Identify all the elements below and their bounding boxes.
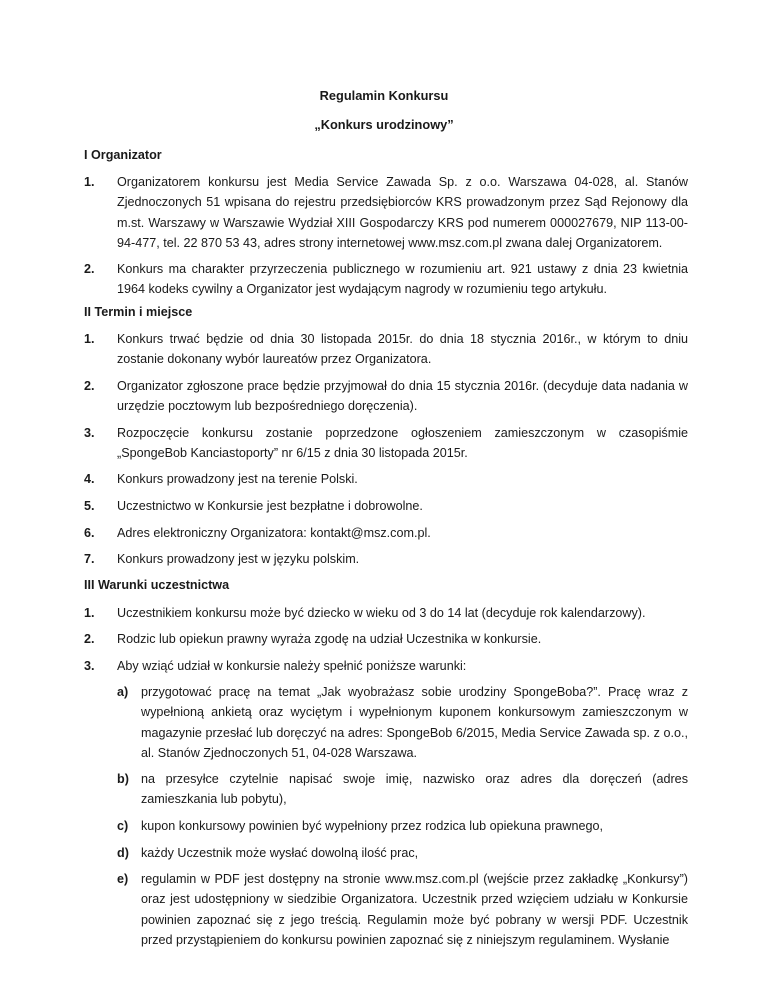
item-text: Konkurs prowadzony jest na terenie Polski. — [117, 472, 358, 486]
item-number: 1. — [84, 332, 95, 346]
item-number: 4. — [84, 472, 95, 486]
subitem-text: przygotować pracę na temat „Jak wyobrażasz sobie urodziny SpongeBoba?”. Pracę wraz z wypełnioną ankietą oraz wyciętym i wypełnionym kuponem konkursowym zamieszczonym w magazynie przesłać lub doręczyć na adres: SpongeBob 6/2015, Media Service Zawada sp. z o.o., al. Stanów Zjednoczonych 51, 04-028 Warszawa. — [141, 685, 688, 761]
item-number: 7. — [84, 552, 95, 566]
item-text: Konkurs prowadzony jest w języku polskim. — [117, 552, 360, 566]
list-item — [84, 603, 688, 623]
item-text: Adres elektroniczny Organizatora: kontakt@msz.com.pl. — [117, 526, 431, 540]
item-number: 2. — [84, 632, 95, 646]
item-number: 2. — [84, 262, 95, 276]
subitem-letter: c) — [117, 819, 129, 833]
subitem-letter: a) — [117, 685, 129, 699]
item-number: 6. — [84, 526, 95, 540]
item-number: 3. — [84, 659, 95, 673]
list-item — [84, 423, 688, 464]
subitem-letter: b) — [117, 772, 129, 786]
sub-list-item — [117, 769, 688, 810]
list-item — [84, 523, 688, 543]
item-text: Rodzic lub opiekun prawny wyraża zgodę na udział Uczestnika w konkursie. — [117, 632, 542, 646]
item-text: Organizatorem konkursu jest Media Service Zawada Sp. z o.o. Warszawa 04-028, al. Stanów Zjednoczonych 51 wpisana do rejestru przedsiębiorców KRS prowadzonym przez Sąd Rejonowy dla m.st. Warszawy w Warszawie Wydział XIII Gospodarczy KRS pod numerem 000027679, NIP 113-00-94-477, tel. 22 870 53 43, adres strony internetowej www.msz.com.pl zwana dalej Organizatorem. — [117, 175, 688, 251]
list-item — [84, 259, 688, 300]
item-number: 1. — [84, 175, 95, 189]
document-title: Regulamin Konkursu — [319, 88, 449, 103]
item-text: Uczestnikiem konkursu może być dziecko w wieku od 3 do 14 lat (decyduje rok kalendarzowy). — [117, 606, 646, 620]
list-item — [84, 629, 688, 649]
subitem-text: każdy Uczestnik może wysłać dowolną ilość prac, — [141, 846, 419, 860]
sub-list-item — [117, 682, 688, 764]
item-text: Rozpoczęcie konkursu zostanie poprzedzone ogłoszeniem zamieszczonym w czasopiśmie „SpongeBob Kanciastoporty” nr 6/15 z dnia 30 listopada 2015r. — [117, 426, 688, 461]
item-text: Konkurs ma charakter przyrzeczenia publicznego w rozumieniu art. 921 ustawy z dnia 23 kwietnia 1964 kodeks cywilny a Organizator jest wydającym nagrody w rozumieniu tego artykułu. — [117, 262, 688, 297]
item-number: 5. — [84, 499, 95, 513]
list-item — [84, 549, 688, 569]
subitem-letter: e) — [117, 872, 129, 886]
subitem-text: kupon konkursowy powinien być wypełniony przez rodzica lub opiekuna prawnego, — [141, 819, 604, 833]
subitem-text: na przesyłce czytelnie napisać swoje imię, nazwisko oraz adres dla doręczeń (adres zamieszkania lub pobytu), — [141, 772, 688, 807]
item-text: Aby wziąć udział w konkursie należy spełnić poniższe warunki: — [117, 659, 467, 673]
list-item — [84, 469, 688, 489]
item-text: Organizator zgłoszone prace będzie przyjmował do dnia 15 stycznia 2016r. (decyduje data nadania w urzędzie pocztowym lub bezpośredniego doręczenia). — [117, 379, 688, 414]
item-number: 1. — [84, 606, 95, 620]
sub-list-item — [117, 843, 688, 863]
document-subtitle: „Konkurs urodzinowy” — [314, 117, 454, 132]
section-heading-warunki: III Warunki uczestnictwa — [84, 578, 230, 592]
item-number: 2. — [84, 379, 95, 393]
sub-list-item — [117, 816, 688, 836]
item-text: Uczestnictwo w Konkursie jest bezpłatne i dobrowolne. — [117, 499, 423, 513]
list-item — [84, 376, 688, 417]
list-item — [84, 329, 688, 370]
subitem-letter: d) — [117, 846, 129, 860]
list-item — [84, 656, 688, 676]
list-item — [84, 496, 688, 516]
section-heading-termin: II Termin i miejsce — [84, 305, 193, 319]
subitem-text: regulamin w PDF jest dostępny na stronie www.msz.com.pl (wejście przez zakładkę „Konkursy”) oraz jest udostępniony w siedzibie Organizatora. Uczestnik przed wzięciem udziału w Konkursie powinien zapoznać się z jego treścią. Regulamin może być pobrany w wersji PDF. Uczestnik przed przystąpieniem do konkursu powinien zapoznać się z niniejszym regulaminem. Wysłanie — [141, 872, 688, 948]
section-heading-organizator: I Organizator — [84, 148, 162, 162]
list-item — [84, 172, 688, 254]
sub-list-item — [117, 869, 688, 951]
item-number: 3. — [84, 426, 95, 440]
item-text: Konkurs trwać będzie od dnia 30 listopada 2015r. do dnia 18 stycznia 2016r., w którym to dniu zostanie dokonany wybór laureatów przez Organizatora. — [117, 332, 688, 367]
